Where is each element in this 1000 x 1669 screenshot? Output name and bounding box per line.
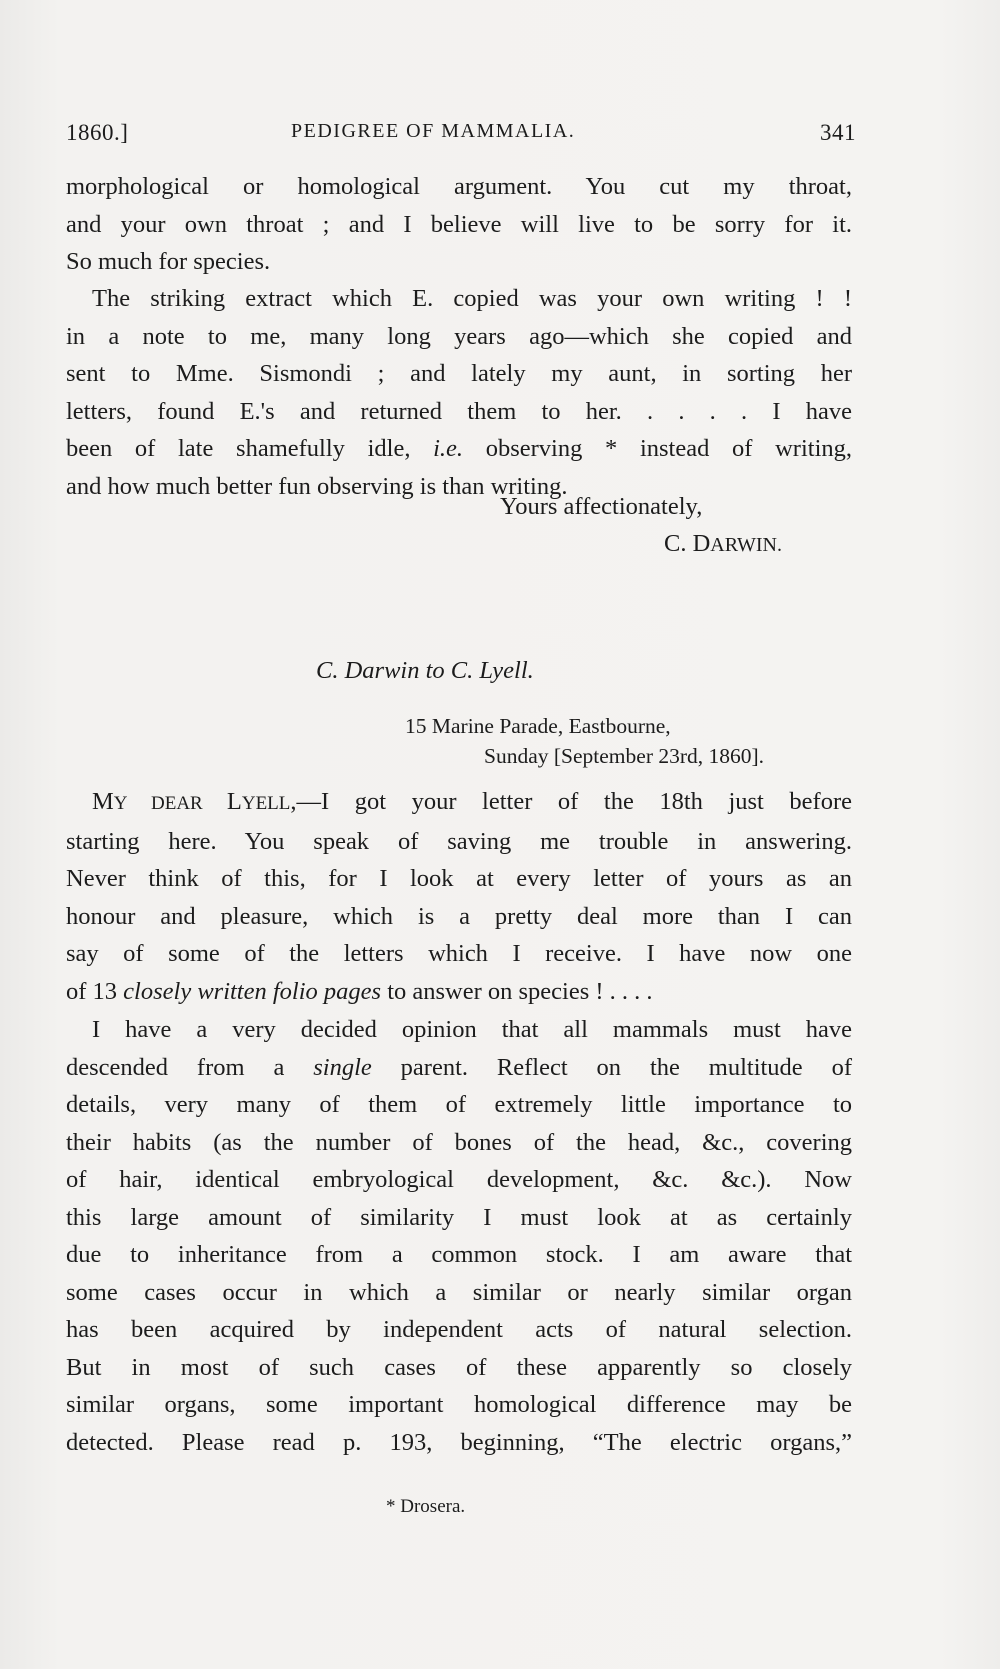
page-number: 341 (820, 120, 856, 145)
text-line: Never think of this, for I look at every letter of yours as an (66, 865, 852, 892)
text-line: some cases occur in which a similar or nearly similar organ (66, 1278, 852, 1306)
italic-fragment: closely written folio pages (123, 977, 382, 1005)
text-line: and how much better fun observing is than writing. (66, 472, 568, 500)
text-fragment: descended from a (66, 1053, 314, 1081)
text-fragment: observing * instead of writing, (463, 435, 853, 462)
salutation-smallcaps: YELL (241, 793, 291, 814)
footnote: * Drosera. (386, 1496, 466, 1517)
text-fragment: been of late shamefully idle, (66, 435, 434, 462)
address-line: 15 Marine Parade, Eastbourne, (405, 714, 671, 738)
text-line: this large amount of similarity I must look at as certainly (66, 1203, 852, 1231)
signature-line (0, 530, 1000, 570)
text-fragment: ,—I got your letter of the 18th just before (290, 788, 852, 815)
running-header (66, 120, 856, 156)
text-line: letters, found E.'s and returned them to her. . . . . I have (66, 397, 852, 425)
text-line (66, 1049, 852, 1087)
paragraph-extract (66, 280, 852, 505)
text-line: So much for species. (66, 248, 271, 275)
text-fragment: to answer on species ! . . . . (381, 977, 653, 1005)
text-line (66, 783, 852, 823)
paragraph-salutation (66, 783, 852, 1010)
text-line: has been acquired by independent acts of natural selection. (66, 1316, 852, 1343)
text-line: details, very many of them of extremely little importance to (66, 1091, 852, 1118)
text-line: The striking extract which E. copied was your own writing ! ! (92, 285, 852, 312)
salutation-cap: M (92, 788, 114, 815)
text-line: their habits (as the number of bones of the head, &c., covering (66, 1128, 852, 1156)
letter-heading-row (0, 657, 1000, 697)
text-line: of hair, identical embryological development, &c. &c.). Now (66, 1166, 852, 1193)
signature (664, 530, 782, 558)
closing-line (0, 493, 1000, 533)
text-line: detected. Please read p. 193, beginning, “The electric organs,” (66, 1428, 852, 1456)
header-title: PEDIGREE OF MAMMALIA. (291, 120, 576, 142)
text-line: sent to Mme. Sismondi ; and lately my aunt, in sorting her (66, 360, 852, 387)
salutation-cap: L (226, 788, 242, 815)
text-line: starting here. You speak of saving me trouble in answering. (66, 827, 852, 855)
italic-fragment: single (313, 1053, 372, 1081)
closing: Yours affectionately, (500, 493, 703, 520)
text-line (66, 430, 852, 468)
text-line: say of some of the letters which I receive. I have now one (66, 940, 852, 967)
text-fragment: of 13 (66, 977, 124, 1005)
signature-initial: C. D (664, 530, 711, 557)
text-line: But in most of such cases of these apparently so closely (66, 1353, 852, 1381)
date-line: Sunday [September 23rd, 1860]. (484, 744, 765, 768)
text-line: in a note to me, many long years ago—which she copied and (66, 322, 852, 350)
text-line: I have a very decided opinion that all mammals must have (92, 1016, 852, 1043)
text-fragment: parent. Reflect on the multitude of (371, 1053, 852, 1081)
text-line: due to inheritance from a common stock. I am aware that (66, 1241, 852, 1268)
letter-heading: C. Darwin to C. Lyell. (316, 657, 534, 684)
text-line: and your own throat ; and I believe will live to be sorry for it. (66, 210, 852, 238)
header-year: 1860.] (66, 120, 129, 145)
signature-rest: ARWIN. (710, 534, 782, 556)
text-line: similar organs, some important homological difference may be (66, 1391, 852, 1418)
salutation-smallcaps: Y DEAR (113, 793, 227, 814)
paragraph-opinion (66, 1011, 852, 1461)
italic-fragment: i.e. (433, 435, 464, 462)
text-line (66, 973, 852, 1011)
paragraph-continuation (66, 168, 852, 281)
text-line: morphological or homological argument. You cut my throat, (66, 173, 852, 200)
text-line: honour and pleasure, which is a pretty deal more than I can (66, 902, 852, 930)
